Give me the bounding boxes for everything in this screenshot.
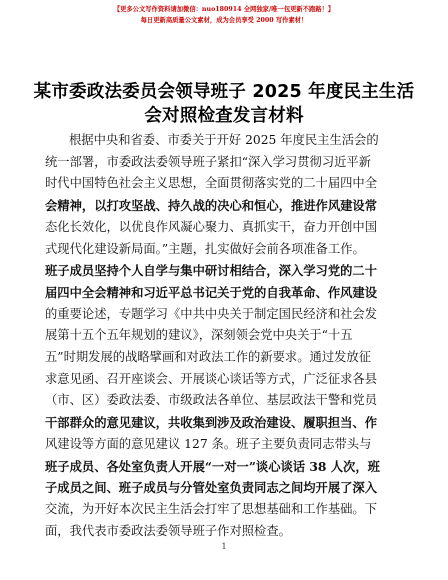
body-line: （市、区）委政法委、市级政法各单位、基层政法干警和党员: [45, 393, 378, 408]
header-banner: [0, 4, 448, 26]
body-line: 面，我代表市委政法委领导班子作对照检查。: [45, 523, 291, 538]
title-line-1: 某市委政法委员会领导班子 2025 年度民主生活: [33, 82, 415, 102]
body-line: 根据中央和省委、市委关于开好 2025 年度民主生活会的: [69, 133, 379, 147]
document-title: [28, 80, 420, 128]
body-line: 时代中国特色社会主义思想，全面贯彻落实党的二十届四中全: [45, 176, 378, 191]
body-line: 干部群众的意见建议，共收集到涉及政治建设、履职担当、作: [45, 415, 378, 431]
body-line: 班子成员、各处室负责人开展“一对一”谈心谈话 38 人次，班: [45, 458, 380, 474]
body-line: 会精神，以打攻坚战、持久战的决心和恒心，推进作风建设常: [45, 198, 378, 214]
body-line: 的重要论述，专题学习《中共中央关于制定国民经济和社会发: [45, 306, 378, 321]
body-line: 求意见函、召开座谈会、开展谈心谈话等方式，广泛征求各县: [45, 371, 378, 386]
body-line: 班子成员坚持个人自学与集中研讨相结合，深入学习党的二十: [45, 263, 378, 279]
document-body: [45, 130, 405, 542]
body-line: 届四中全会精神和习近平总书记关于党的自我革命、作风建设: [45, 284, 378, 300]
page-number: 1: [221, 542, 227, 551]
title-line-2: 会对照检查发言材料: [144, 106, 304, 126]
banner-line-1: 【更多公文写作资料请加微信：nuo180914 全网独家/唯一包更新不跑路！】: [113, 6, 335, 13]
body-line: 展第十五个五年规划的建议》，深刻领会党中央关于“十五: [45, 328, 353, 343]
body-line: 交流，为开好本次民主生活会打牢了思想基础和工作基础。下: [45, 501, 378, 516]
banner-line-2: 每日更新高质量公文素材，成为会员享受 2000 写作素材！: [140, 17, 308, 24]
body-line: 风建设等方面的意见建议 127 条。班子主要负责同志带头与: [45, 436, 372, 451]
body-line: 态化长效化，以优良作风凝心聚力、真抓实干，奋力开创中国: [45, 219, 378, 234]
body-line: 子成员之间、班子成员与分管处室负责同志之间均开展了深入: [45, 480, 378, 496]
body-line: 式现代化建设新局面。”主题，扎实做好会前各项准备工作。: [45, 241, 365, 256]
body-line: 五”时期发展的战略擘画和对政法工作的新要求。通过发放征: [45, 350, 372, 365]
body-line: 统一部署，市委政法委领导班子紧扣“深入学习贯彻习近平新: [45, 154, 372, 169]
